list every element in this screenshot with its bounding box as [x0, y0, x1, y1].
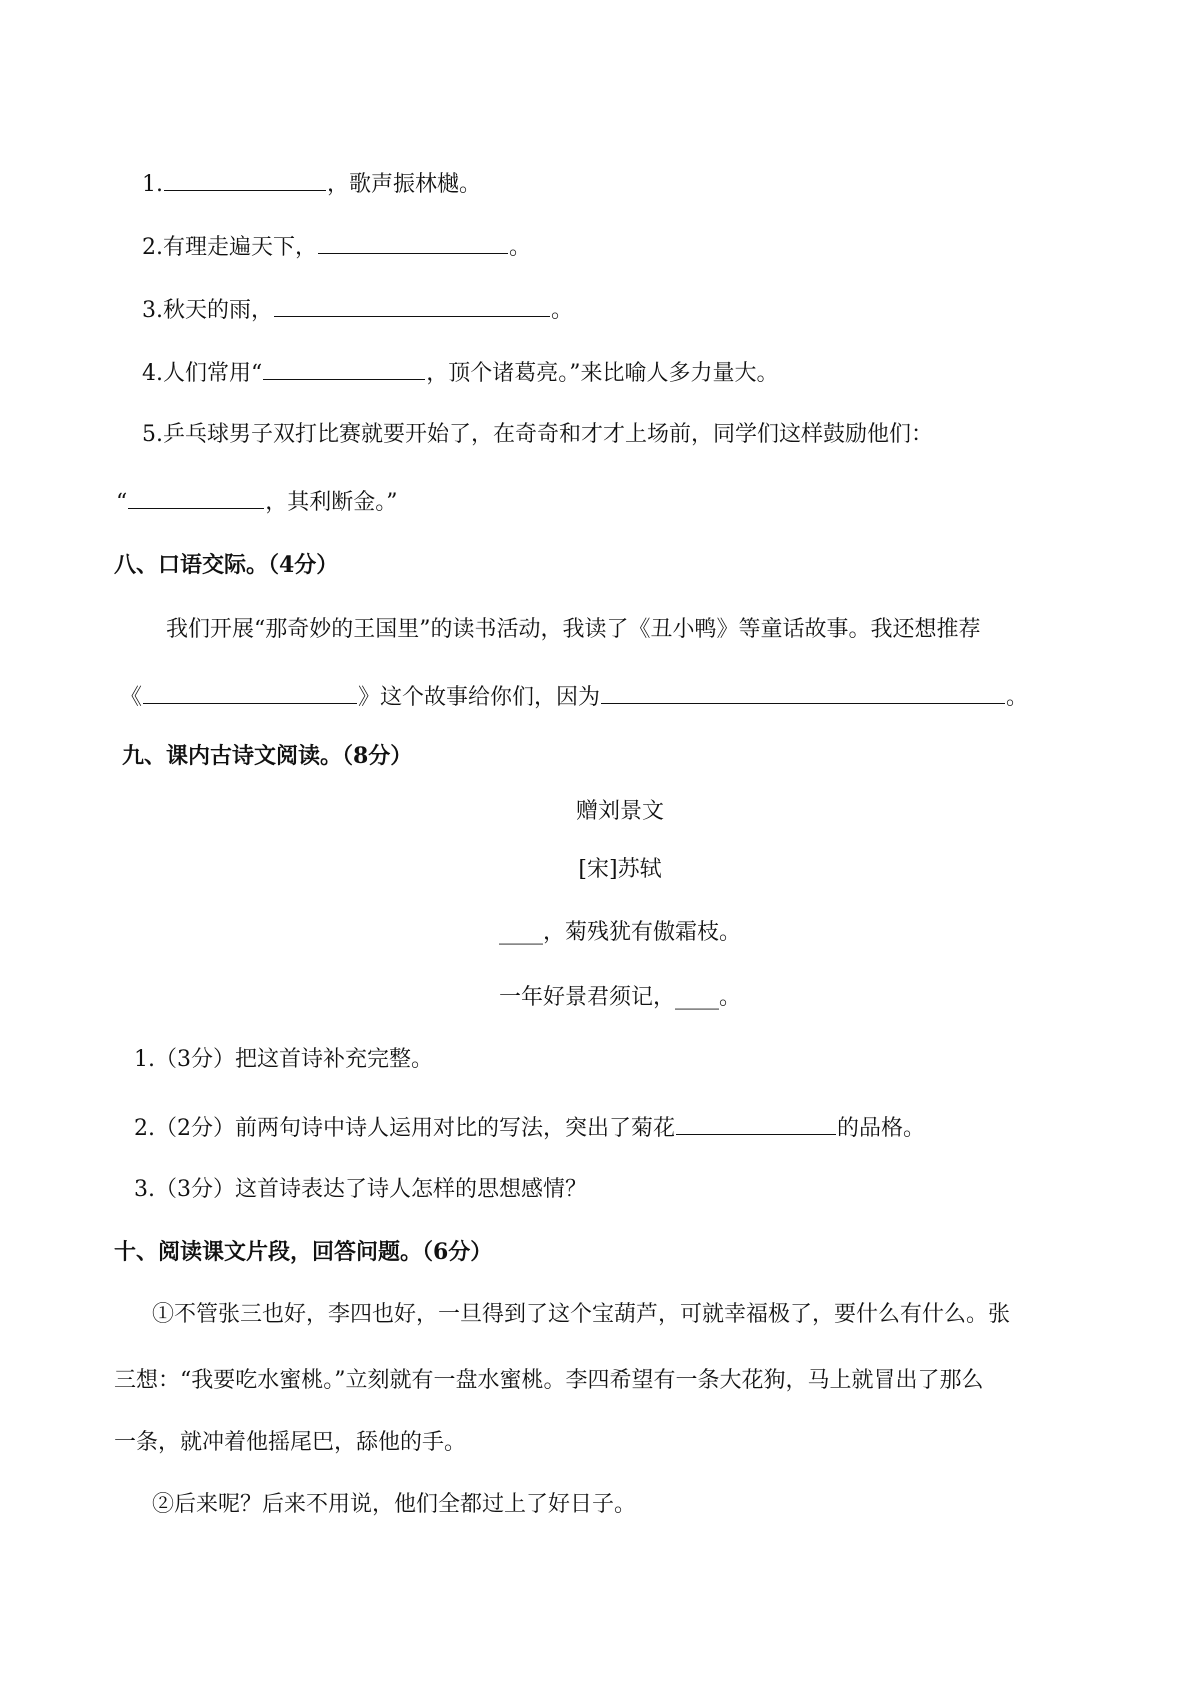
- question-text: ，歌声振林樾。: [327, 172, 482, 197]
- answer-blank[interactable]: [128, 484, 264, 509]
- question-text: 2.（2分）前两句诗中诗人运用对比的写法，突出了菊花: [134, 1116, 675, 1141]
- question-text: ，顶个诸葛亮。”来比喻人多力量大。: [426, 361, 779, 386]
- reading-paragraph-1-line2: 三想：“我要吃水蜜桃。”立刻就有一盘水蜜桃。李四希望有一条大花狗，马上就冒出了那么: [114, 1368, 984, 1393]
- question-9-3: 3.（3分）这首诗表达了诗人怎样的思想感情？: [134, 1177, 587, 1202]
- question-7-5-answer-line: [116, 484, 398, 518]
- question-text: 3.秋天的雨，: [142, 298, 273, 323]
- poem-blank[interactable]: ____: [675, 985, 719, 1010]
- question-9-2: [134, 1110, 925, 1144]
- poem-line-2: [0, 983, 1200, 1013]
- open-quote: “: [116, 490, 128, 515]
- paragraph-text: 》这个故事给你们，因为: [358, 685, 601, 710]
- answer-blank[interactable]: [318, 229, 508, 254]
- poem-title: 赠刘景文: [575, 799, 664, 824]
- question-text: 2.有理走遍天下，: [142, 235, 317, 260]
- question-7-5: 5.乒乓球男子双打比赛就要开始了，在奇奇和才才上场前，同学们这样鼓励他们：: [142, 422, 933, 447]
- poem-author: [宋]苏轼: [578, 857, 662, 882]
- question-text: 。: [509, 235, 532, 260]
- reason-blank[interactable]: [601, 679, 1005, 704]
- poem-line-1: [0, 918, 1200, 948]
- question-7-1: [142, 166, 481, 200]
- paragraph-text: 。: [1006, 685, 1029, 710]
- poem-blank[interactable]: ____: [498, 920, 543, 945]
- question-9-1: 1.（3分）把这首诗补充完整。: [134, 1047, 433, 1072]
- question-text: 4.人们常用“: [142, 361, 263, 386]
- poem-text: 一年好景君须记，: [498, 985, 675, 1010]
- book-title-blank[interactable]: [143, 679, 357, 704]
- question-7-4: [142, 355, 779, 389]
- answer-blank[interactable]: [676, 1110, 836, 1135]
- section-heading-10: 十、阅读课文片段，回答问题。（6分）: [114, 1239, 493, 1265]
- poem-text: 。: [719, 985, 742, 1010]
- answer-blank[interactable]: [164, 166, 326, 191]
- question-number: 1.: [142, 172, 163, 197]
- section-heading-8: 八、口语交际。（4分）: [114, 552, 339, 578]
- book-open-bracket: 《: [120, 685, 143, 710]
- reading-paragraph-1-line3: 一条，就冲着他摇尾巴，舔他的手。: [114, 1430, 467, 1455]
- oral-paragraph-line1: 我们开展“那奇妙的王国里”的读书活动，我读了《丑小鸭》等童话故事。我还想推荐: [166, 617, 981, 642]
- answer-blank[interactable]: [263, 355, 425, 380]
- answer-blank[interactable]: [274, 292, 550, 317]
- section-heading-9: 九、课内古诗文阅读。（8分）: [122, 743, 413, 769]
- question-7-2: [142, 229, 531, 263]
- question-text: 。: [551, 298, 574, 323]
- question-text: 的品格。: [837, 1116, 926, 1141]
- question-7-3: [142, 292, 573, 326]
- oral-paragraph-line2: [120, 679, 1028, 713]
- question-text: ，其利断金。”: [265, 490, 398, 515]
- reading-paragraph-1-line1: ①不管张三也好，李四也好，一旦得到了这个宝葫芦，可就幸福极了，要什么有什么。张: [152, 1302, 1011, 1327]
- poem-text: ，菊残犹有傲霜枝。: [542, 920, 741, 945]
- reading-paragraph-2: ②后来呢？后来不用说，他们全都过上了好日子。: [152, 1492, 637, 1517]
